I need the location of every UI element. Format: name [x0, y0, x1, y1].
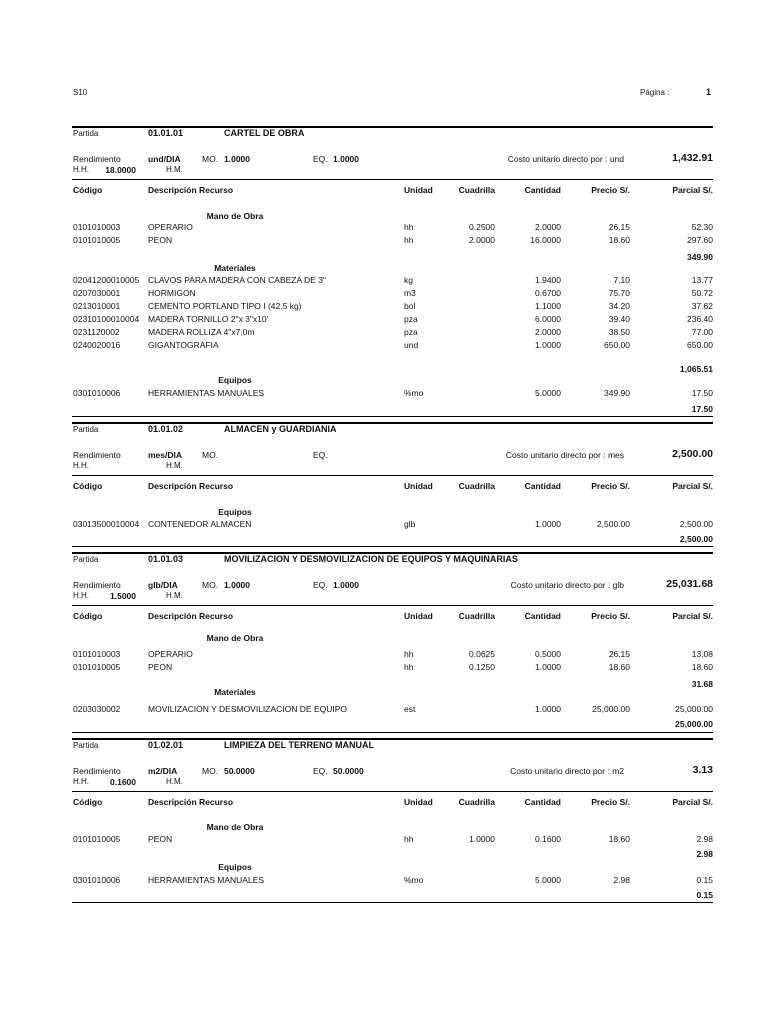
- row-precio: 18.60: [608, 662, 630, 672]
- row-unidad: hh: [404, 235, 414, 245]
- group-subtotal: 2,500.00: [679, 534, 713, 544]
- col-descripcion: Descripción Recurso: [148, 611, 234, 621]
- col-unidad: Unidad: [404, 611, 433, 621]
- row-codigo: 0101010005: [73, 235, 121, 245]
- group-title: Equipos: [218, 507, 252, 517]
- hh-label: H.H.: [73, 777, 89, 786]
- row-codigo: 0101010005: [73, 834, 121, 844]
- row-descripcion: HERRAMIENTAS MANUALES: [148, 875, 265, 885]
- col-cantidad: Cantidad: [524, 797, 561, 807]
- row-precio: 26.15: [608, 222, 630, 232]
- hh-label: H.H.: [73, 165, 89, 174]
- row-unidad: hh: [404, 662, 414, 672]
- row-unidad: %mo: [404, 388, 424, 398]
- row-descripcion: PEON: [148, 662, 173, 672]
- group-title: Equipos: [218, 375, 252, 385]
- hm-label: H.M.: [166, 777, 183, 786]
- group-subtotal: 0.15: [696, 890, 713, 900]
- row-parcial: 2.98: [696, 834, 713, 844]
- row-cantidad: 2.0000: [535, 327, 561, 337]
- col-parcial: Parcial S/.: [672, 611, 713, 621]
- row-cuadrilla: 1.0000: [469, 834, 495, 844]
- row-precio: 26.15: [608, 649, 630, 659]
- col-cantidad: Cantidad: [524, 481, 561, 491]
- row-parcial: 50.72: [691, 288, 713, 298]
- partida-bottom-rule: [72, 902, 713, 903]
- col-unidad: Unidad: [404, 797, 433, 807]
- row-cantidad: 1.0000: [535, 340, 561, 350]
- row-codigo: 0213010001: [73, 301, 121, 311]
- row-unidad: pza: [404, 327, 418, 337]
- mo-value: 1.0000: [224, 154, 250, 164]
- col-parcial: Parcial S/.: [672, 797, 713, 807]
- row-cuadrilla: 0.1250: [469, 662, 495, 672]
- group-title: Mano de Obra: [206, 822, 264, 832]
- hm-label: H.M.: [166, 165, 183, 174]
- row-descripcion: OPERARIO: [148, 222, 193, 232]
- col-cuadrilla: Cuadrilla: [458, 481, 495, 491]
- col-codigo: Código: [73, 481, 103, 491]
- hh-value: 1.5000: [110, 591, 136, 601]
- row-unidad: kg: [404, 275, 413, 285]
- hm-label: H.M.: [166, 461, 183, 470]
- row-precio: 75.70: [608, 288, 630, 298]
- partida-name: CARTEL DE OBRA: [224, 128, 305, 138]
- hh-label: H.H.: [73, 461, 89, 470]
- col-codigo: Código: [73, 797, 103, 807]
- rendimiento-label: Rendimiento: [73, 766, 121, 776]
- row-descripcion: OPERARIO: [148, 649, 193, 659]
- row-parcial: 13.08: [691, 649, 713, 659]
- group-title: Mano de Obra: [206, 211, 264, 221]
- group-subtotal: 25,000.00: [675, 719, 713, 729]
- row-codigo: 0240020016: [73, 340, 121, 350]
- row-precio: 349.90: [604, 388, 630, 398]
- columns-top-rule: [72, 475, 713, 476]
- row-parcial: 0.15: [696, 875, 713, 885]
- row-precio: 25,000.00: [592, 704, 630, 714]
- row-parcial: 25,000.00: [675, 704, 713, 714]
- group-title: Equipos: [218, 862, 252, 872]
- col-precio: Precio S/.: [591, 797, 630, 807]
- cost-value: 1,432.91: [672, 152, 713, 164]
- col-cuadrilla: Cuadrilla: [458, 185, 495, 195]
- cost-value: 25,031.68: [666, 578, 713, 590]
- col-precio: Precio S/.: [591, 481, 630, 491]
- row-cuadrilla: 0.0625: [469, 649, 495, 659]
- row-precio: 2.98: [613, 875, 630, 885]
- row-parcial: 297.60: [687, 235, 713, 245]
- row-cantidad: 2.0000: [535, 222, 561, 232]
- partida-code: 01.02.01: [148, 740, 184, 750]
- row-codigo: 0301010006: [73, 875, 121, 885]
- cost-value: 2,500.00: [672, 448, 713, 460]
- row-parcial: 650.00: [687, 340, 713, 350]
- mo-value: 50.0000: [224, 766, 255, 776]
- group-subtotal: 17.50: [691, 404, 713, 414]
- row-precio: 18.60: [608, 235, 630, 245]
- row-parcial: 52.30: [691, 222, 713, 232]
- hm-label: H.M.: [166, 591, 183, 600]
- group-subtotal: 31.68: [691, 679, 713, 689]
- group-subtotal: 2.98: [696, 849, 713, 859]
- cost-value: 3.13: [692, 764, 713, 776]
- partida-code: 01.01.02: [148, 424, 184, 434]
- row-precio: 34.20: [608, 301, 630, 311]
- rendimiento-label: Rendimiento: [73, 154, 121, 164]
- row-descripcion: CEMENTO PORTLAND TIPO I (42.5 kg): [148, 301, 302, 311]
- eq-label: EQ.: [313, 766, 328, 776]
- row-descripcion: MOVILIZACION Y DESMOVILIZACION DE EQUIPO: [148, 704, 348, 714]
- row-descripcion: PEON: [148, 235, 173, 245]
- col-cantidad: Cantidad: [524, 611, 561, 621]
- row-codigo: 0231120002: [73, 327, 120, 337]
- col-unidad: Unidad: [404, 481, 433, 491]
- row-unidad: hh: [404, 649, 414, 659]
- mo-label: MO.: [202, 450, 219, 460]
- row-unidad: glb: [404, 519, 416, 529]
- rendimiento-unit: glb/DIA: [148, 580, 178, 590]
- col-cuadrilla: Cuadrilla: [458, 797, 495, 807]
- row-unidad: hh: [404, 222, 414, 232]
- row-unidad: und: [404, 340, 419, 350]
- partida-code: 01.01.03: [148, 554, 184, 564]
- hh-value: 0.1600: [110, 777, 136, 787]
- rendimiento-unit: mes/DIA: [148, 450, 183, 460]
- row-cantidad: 16.0000: [530, 235, 561, 245]
- eq-value: 1.0000: [333, 154, 359, 164]
- row-codigo: 0301010006: [73, 388, 121, 398]
- row-parcial: 13.77: [691, 275, 713, 285]
- group-title: Mano de Obra: [206, 633, 264, 643]
- row-codigo: 0207030001: [73, 288, 121, 298]
- col-descripcion: Descripción Recurso: [148, 185, 234, 195]
- page-label: Página :: [640, 88, 670, 97]
- row-unidad: pza: [404, 314, 418, 324]
- partida-label: Partida: [73, 555, 99, 564]
- row-cantidad: 0.6700: [535, 288, 561, 298]
- mo-value: 1.0000: [224, 580, 250, 590]
- hh-label: H.H.: [73, 591, 89, 600]
- eq-value: 1.0000: [333, 580, 359, 590]
- cost-label: Costo unitario directo por : und: [507, 154, 624, 164]
- row-unidad: m3: [404, 288, 416, 298]
- row-descripcion: HORMIGON: [148, 288, 196, 298]
- row-codigo: 0101010005: [73, 662, 121, 672]
- row-cantidad: 1.9400: [535, 275, 561, 285]
- col-cuadrilla: Cuadrilla: [458, 611, 495, 621]
- group-subtotal: 1,065.51: [679, 364, 713, 374]
- row-descripcion: MADERA ROLLIZA 4"x7.0m: [148, 327, 255, 337]
- row-cuadrilla: 0.2500: [469, 222, 495, 232]
- row-cantidad: 1.1000: [535, 301, 561, 311]
- partida-bottom-rule: [72, 416, 713, 417]
- row-codigo: 02041200010005: [73, 275, 140, 285]
- eq-value: 50.0000: [333, 766, 364, 776]
- report-code: S10: [73, 88, 88, 97]
- partida-name: MOVILIZACION Y DESMOVILIZACION DE EQUIPOS Y MAQUINARIAS: [224, 554, 518, 564]
- row-cantidad: 1.0000: [535, 519, 561, 529]
- col-descripcion: Descripción Recurso: [148, 481, 234, 491]
- row-descripcion: MADERA TORNILLO 2"x 3"x10': [148, 314, 269, 324]
- row-codigo: 03013500010004: [73, 519, 140, 529]
- rendimiento-label: Rendimiento: [73, 450, 121, 460]
- group-subtotal: 349.90: [687, 252, 713, 262]
- cost-label: Costo unitario directo por : mes: [505, 450, 624, 460]
- row-parcial: 37.62: [691, 301, 713, 311]
- mo-label: MO.: [202, 154, 219, 164]
- group-title: Materiales: [214, 263, 256, 273]
- row-codigo: 0101010003: [73, 222, 121, 232]
- row-descripcion: PEON: [148, 834, 173, 844]
- row-precio: 38.50: [608, 327, 630, 337]
- row-precio: 39.40: [608, 314, 630, 324]
- row-unidad: est: [404, 704, 416, 714]
- row-precio: 18.60: [608, 834, 630, 844]
- row-cuadrilla: 2.0000: [469, 235, 495, 245]
- hh-value: 18.0000: [105, 165, 136, 175]
- row-precio: 2,500.00: [596, 519, 630, 529]
- row-codigo: 02310100010004: [73, 314, 140, 324]
- row-unidad: bol: [404, 301, 416, 311]
- row-cantidad: 0.1600: [535, 834, 561, 844]
- row-parcial: 236.40: [687, 314, 713, 324]
- partida-name: LIMPIEZA DEL TERRENO MANUAL: [224, 740, 374, 750]
- page-number: 1: [706, 87, 712, 97]
- col-codigo: Código: [73, 611, 103, 621]
- mo-label: MO.: [202, 766, 219, 776]
- partida-label: Partida: [73, 129, 99, 138]
- row-parcial: 2,500.00: [679, 519, 713, 529]
- row-descripcion: CLAVOS PARA MADERA CON CABEZA DE 3": [148, 275, 326, 285]
- cost-label: Costo unitario directo por : glb: [510, 580, 624, 590]
- row-codigo: 0101010003: [73, 649, 121, 659]
- col-parcial: Parcial S/.: [672, 481, 713, 491]
- row-descripcion: HERRAMIENTAS MANUALES: [148, 388, 265, 398]
- row-parcial: 17.50: [691, 388, 713, 398]
- col-unidad: Unidad: [404, 185, 433, 195]
- mo-label: MO.: [202, 580, 219, 590]
- row-cantidad: 1.0000: [535, 704, 561, 714]
- row-precio: 7.10: [613, 275, 630, 285]
- cost-label: Costo unitario directo por : m2: [510, 766, 624, 776]
- row-cantidad: 6.0000: [535, 314, 561, 324]
- columns-top-rule: [72, 179, 713, 180]
- rendimiento-label: Rendimiento: [73, 580, 121, 590]
- col-precio: Precio S/.: [591, 185, 630, 195]
- row-codigo: 0203030002: [73, 704, 121, 714]
- rendimiento-unit: m2/DIA: [148, 766, 178, 776]
- row-unidad: %mo: [404, 875, 424, 885]
- partida-bottom-rule: [72, 732, 713, 733]
- eq-label: EQ.: [313, 580, 328, 590]
- row-cantidad: 5.0000: [535, 875, 561, 885]
- eq-label: EQ.: [313, 154, 328, 164]
- row-cantidad: 0.5000: [535, 649, 561, 659]
- col-cantidad: Cantidad: [524, 185, 561, 195]
- eq-label: EQ.: [313, 450, 328, 460]
- rendimiento-unit: und/DIA: [148, 154, 181, 164]
- partida-name: ALMACEN y GUARDIANIA: [224, 424, 337, 434]
- row-unidad: hh: [404, 834, 414, 844]
- row-descripcion: CONTENEDOR ALMACEN: [148, 519, 252, 529]
- partida-label: Partida: [73, 425, 99, 434]
- row-parcial: 18.60: [691, 662, 713, 672]
- columns-top-rule: [72, 605, 713, 606]
- row-parcial: 77.00: [691, 327, 713, 337]
- row-precio: 650.00: [604, 340, 630, 350]
- partida-label: Partida: [73, 741, 99, 750]
- col-codigo: Código: [73, 185, 103, 195]
- col-precio: Precio S/.: [591, 611, 630, 621]
- partida-bottom-rule: [72, 546, 713, 547]
- row-cantidad: 5.0000: [535, 388, 561, 398]
- col-descripcion: Descripción Recurso: [148, 797, 234, 807]
- row-descripcion: GIGANTOGRAFIA: [148, 340, 219, 350]
- col-parcial: Parcial S/.: [672, 185, 713, 195]
- columns-top-rule: [72, 791, 713, 792]
- partida-code: 01.01.01: [148, 128, 184, 138]
- group-title: Materiales: [214, 687, 256, 697]
- row-cantidad: 1.0000: [535, 662, 561, 672]
